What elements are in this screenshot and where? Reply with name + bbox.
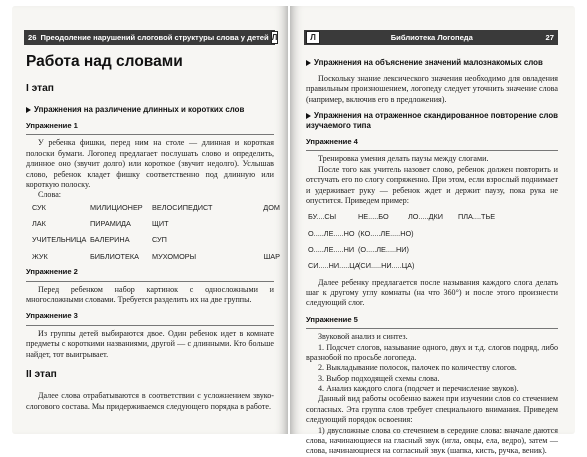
syllable-item: ЛО.....ДКИ [408, 212, 444, 222]
exercise-text: После того как учитель назовет слово, ребенок должен повторить и отстучать его по слогу сопряженно. При этом, если взрослый поднимает и удерживает руку — ребенок ждет и держит паузу, пока рука не опустится. Приведем пример: [306, 164, 558, 205]
right-column [306, 52, 558, 457]
exercise-text: 1) двусложные слова со стечением в середине слова: вначале даются слова, начинающиеся на гласный звук (игла, овцы, ела, ведро), затем — слова, начинающиеся на согласный звук (шапка, кисть, ручка, веник). [306, 425, 558, 456]
series-logo-icon: Л [271, 33, 278, 42]
exercise-title: Упражнение 5 [306, 314, 358, 324]
right-page [290, 6, 575, 456]
word: ВЕЛОСИПЕДИСТ [152, 202, 213, 212]
subsection-heading: Упражнения на отраженное скандированное повторение слов изучаемого типа [306, 110, 558, 130]
triangle-bullet-icon [26, 107, 31, 113]
word-list [32, 202, 280, 261]
syllable-item: (О.....ЛЕ.....НИ) [358, 244, 409, 254]
syllable-item: О.....ЛЕ.....НИ [308, 244, 355, 254]
triangle-bullet-icon [306, 60, 311, 66]
word: МИЛИЦИОНЕР [90, 202, 143, 212]
word: ЖУК [32, 251, 48, 261]
exercise-text: Тренировка умения делать паузы между слогами. [318, 154, 489, 164]
triangle-bullet-icon [306, 113, 311, 119]
section-title: Работа над словами [26, 53, 183, 70]
word: ДОМ [263, 202, 280, 212]
syllable-item: ПЛА....ТЬЕ [458, 212, 496, 222]
subsection-heading: Упражнения на различение длинных и коротких слов [26, 105, 274, 115]
syllable-item: НЕ.....БО [358, 212, 389, 222]
running-title: Библиотека Логопеда [390, 33, 473, 42]
running-title: Преодоление нарушений слоговой структуры слова у детей [40, 33, 269, 42]
syllable-item: О.....ЛЕ.....НО [308, 228, 355, 238]
word: МУХОМОРЫ [152, 251, 197, 261]
exercise-text: Звуковой анализ и синтез. [318, 332, 408, 342]
words-label: Слова: [38, 190, 62, 200]
word [230, 219, 280, 228]
syllable-row [308, 245, 558, 254]
exercise-title: Упражнение 2 [26, 266, 78, 276]
left-page-header [24, 30, 278, 45]
exercise-text: Данный вид работы особенно важен при изучении слов со стечением согласных. Эта группа слов требует специального внимания. Приведем следующий порядок освоения: [306, 394, 558, 425]
list-item: 2. Выкладывание полосок, палочек по количеству слогов. [318, 363, 517, 373]
word: БАЛЕРИНА [90, 235, 130, 245]
subsection-text: Поскольку знание лексического значения необходимо для овладения правильным произношением, логопеду следует уточнить значение слова (например, включив его в предложения). [306, 73, 558, 104]
exercise-title: Упражнение 3 [26, 311, 78, 321]
divider [26, 134, 274, 135]
divider [306, 150, 558, 151]
divider [26, 325, 274, 326]
syllable-item: БУ....СЫ [308, 212, 337, 222]
exercise-title: Упражнение 1 [26, 120, 78, 130]
syllable-row [308, 212, 558, 221]
divider [26, 281, 274, 282]
word [230, 235, 280, 244]
syllable-item: СИ.....НИ.....ЦА [308, 261, 360, 271]
word: ПИРАМИДА [90, 218, 131, 228]
exercise-text: Из группы детей выбираются двое. Один ребенок идет в комнате предметы с короткими названиями, другой — с длинными. Кто больше найдет, тот выигрывает. [26, 329, 274, 359]
stage-heading: II этап [26, 369, 57, 381]
exercise-text: Далее ребенку предлагается после называния каждого слога делать шаг к другому углу комнаты (на что 360°) и после этого произнести следующий слог. [306, 277, 558, 308]
page-number: 26 [28, 33, 37, 42]
left-page [12, 6, 288, 434]
list-item: 3. Выбор подходящей схемы слова. [318, 373, 440, 383]
series-logo-icon: Л [306, 31, 320, 44]
divider [306, 328, 558, 329]
list-item: 4. Анализ каждого слога (подсчет и перечисление звуков). [318, 384, 519, 394]
syllable-row [308, 229, 558, 238]
word: ЩИТ [152, 218, 169, 228]
word: СУК [32, 202, 46, 212]
page-number: 27 [545, 33, 554, 42]
word: СУП [152, 235, 167, 245]
exercise-text: Перед ребенком набор картинок с односложными и многосложными словами. Требуется разделить их на две группы. [26, 284, 274, 305]
word: ШАР [263, 251, 280, 261]
left-column [26, 52, 280, 412]
syllable-examples [306, 212, 558, 270]
word: ЛАК [32, 218, 46, 228]
stage-heading: I этап [26, 82, 54, 94]
list-item: 1. Подсчет слогов, называние одного, двух и т.д. слогов подряд, либо вразнобой по просьбе логопеда. [306, 342, 558, 363]
syllable-item: (КО.....ЛЕ.....НО) [358, 228, 414, 238]
word: УЧИТЕЛЬНИЦА [32, 235, 87, 245]
stage-text: Далее слова отрабатываются в соответствии с усложнением звуко-слогового состава. Мы придерживаемся следующего порядка в работе. [26, 391, 274, 411]
word: БИБЛИОТЕКА [90, 251, 139, 261]
syllable-item: (СИ.....НИ.....ЦА) [358, 261, 415, 271]
subsection-heading: Упражнения на объяснение значений малознакомых слов [306, 58, 558, 68]
exercise-text: У ребенка фишки, перед ним на столе — длинная и короткая полоски бумаги. Логопед предлагает послушать слово и определить, длинное оно (звучит долго) или короткое (звучит недолго). Услышав слово, ребенок кладет фишку соответственно под длинную или короткую полоску. [26, 138, 274, 189]
syllable-row [308, 261, 558, 270]
right-page-header [304, 30, 558, 45]
exercise-title: Упражнение 4 [306, 136, 358, 146]
